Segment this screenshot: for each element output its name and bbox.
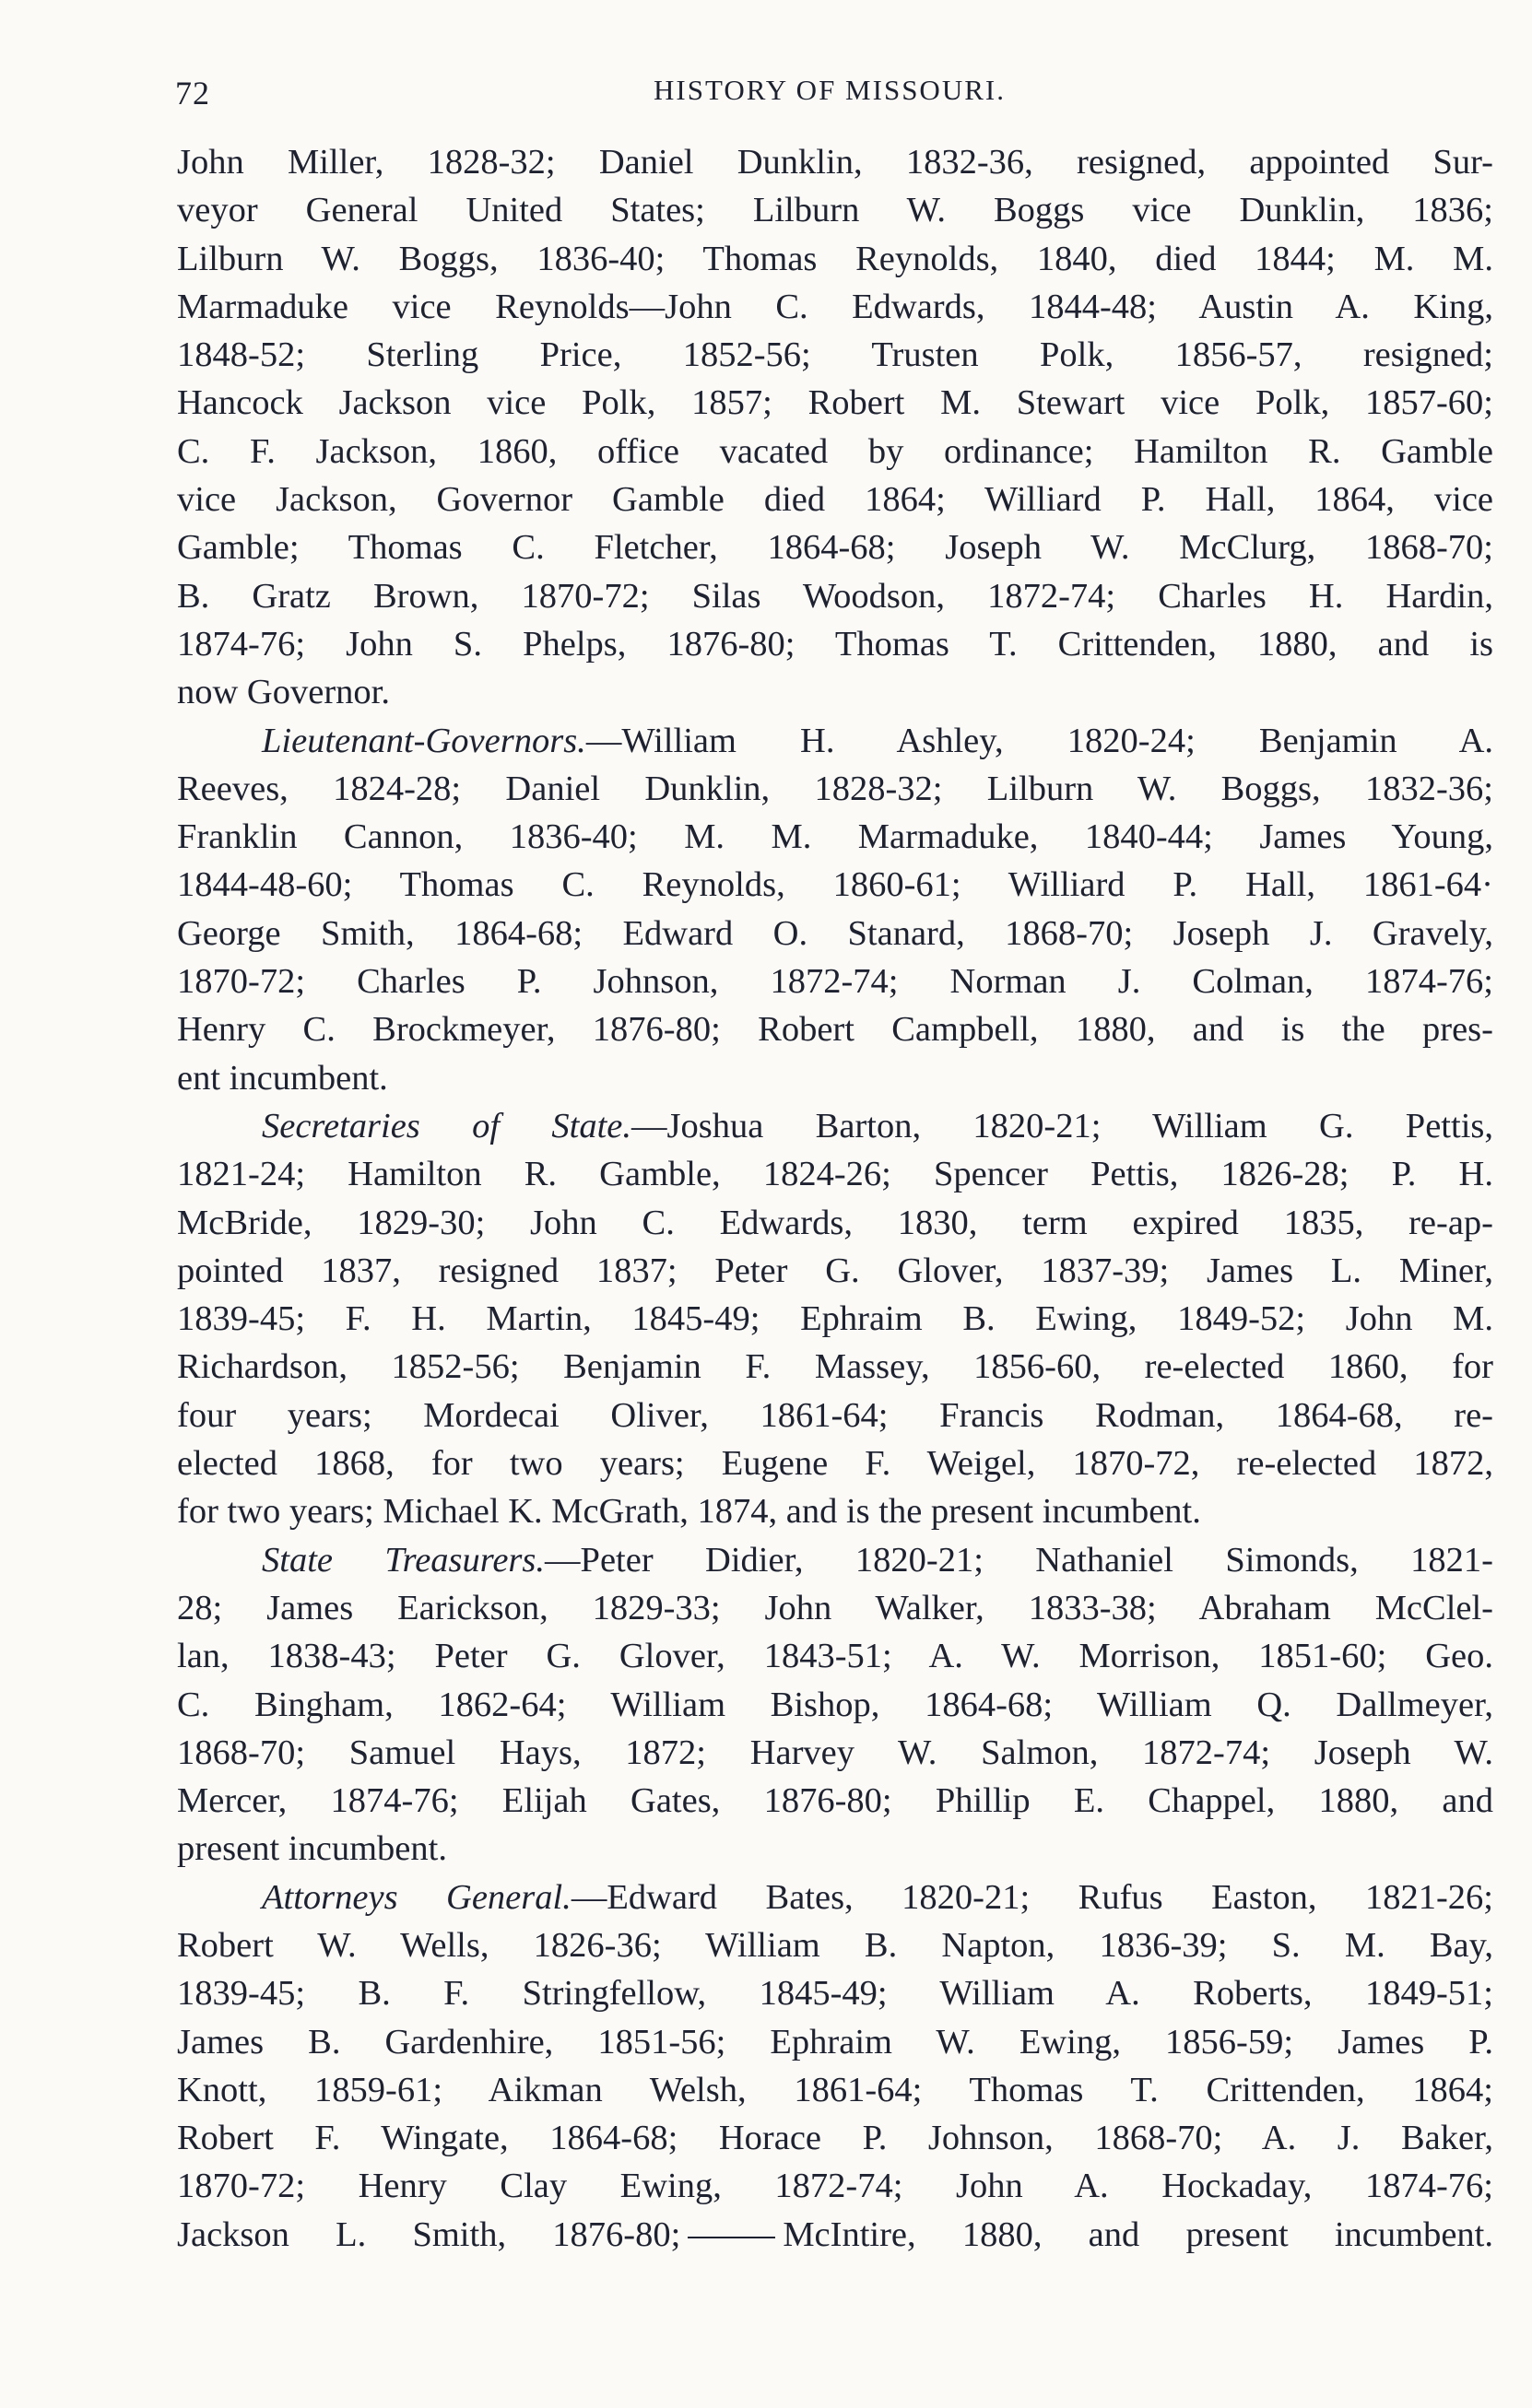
text-run: —Peter Didier, 1820-21; Nathaniel Simonds, 1821-: [545, 1540, 1493, 1580]
attorneys-general-paragraph: [177, 1874, 1493, 2259]
text-line: John Miller, 1828-32; Daniel Dunklin, 1832-36, resigned, appointed Sur-: [177, 143, 1493, 182]
text-line: lan, 1838-43; Peter G. Glover, 1843-51; A. W. Morrison, 1851-60; Geo.: [177, 1637, 1493, 1676]
text-line: 1870-72; Charles P. Johnson, 1872-74; Norman J. Colman, 1874-76;: [177, 962, 1493, 1002]
text-line: James B. Gardenhire, 1851-56; Ephraim W. Ewing, 1856-59; James P.: [177, 2022, 1493, 2061]
text-line: pointed 1837, resigned 1837; Peter G. Glover, 1837-39; James L. Miner,: [177, 1251, 1493, 1290]
paragraph-first-line: [177, 717, 1493, 765]
text-line: 1839-45; F. H. Martin, 1845-49; Ephraim B. Ewing, 1849-52; John M.: [177, 1299, 1493, 1339]
section-heading: Attorneys General.: [262, 1877, 572, 1917]
text-line: McBride, 1829-30; John C. Edwards, 1830, term expired 1835, re-ap-: [177, 1203, 1493, 1242]
paragraph-last-line: [177, 2211, 1493, 2259]
text-line: Marmaduke vice Reynolds—John C. Edwards, 1844-48; Austin A. King,: [177, 287, 1493, 326]
text-line: Henry C. Brockmeyer, 1876-80; Robert Campbell, 1880, and is the pres-: [177, 1010, 1493, 1050]
governors-paragraph: [177, 138, 1493, 717]
text-line: Richardson, 1852-56; Benjamin F. Massey, 1856-60, re-elected 1860, for: [177, 1347, 1493, 1387]
text-line: 1821-24; Hamilton R. Gamble, 1824-26; Spencer Pettis, 1826-28; P. H.: [177, 1155, 1493, 1194]
page-body: [177, 138, 1493, 2259]
text-line: elected 1868, for two years; Eugene F. Weigel, 1870-72, re-elected 1872,: [177, 1444, 1493, 1484]
text-line: Lilburn W. Boggs, 1836-40; Thomas Reynolds, 1840, died 1844; M. M.: [177, 239, 1493, 278]
text-line: for two years; Michael K. McGrath, 1874, and is the present incumbent.: [177, 1492, 1201, 1532]
page-number: 72: [175, 75, 210, 112]
text-line: Gamble; Thomas C. Fletcher, 1864-68; Joseph W. McClurg, 1868-70;: [177, 528, 1493, 568]
state-treasurers-paragraph: [177, 1536, 1493, 1874]
text-line: 1848-52; Sterling Price, 1852-56; Trusten Polk, 1856-57, resigned;: [177, 335, 1493, 375]
section-heading: Secretaries of State.: [262, 1106, 632, 1145]
text-line: B. Gratz Brown, 1870-72; Silas Woodson, 1872-74; Charles H. Hardin,: [177, 576, 1493, 616]
text-line: Robert W. Wells, 1826-36; William B. Napton, 1836-39; S. M. Bay,: [177, 1925, 1493, 1965]
text-line: Reeves, 1824-28; Daniel Dunklin, 1828-32; Lilburn W. Boggs, 1832-36;: [177, 769, 1493, 808]
text-run: Jackson L. Smith, 1876-80;: [177, 2214, 681, 2254]
section-heading: Lieutenant-Governors.: [262, 721, 586, 760]
text-line: veyor General United States; Lilburn W. Boggs vice Dunklin, 1836;: [177, 191, 1493, 230]
text-line: four years; Mordecai Oliver, 1861-64; Francis Rodman, 1864-68, re-: [177, 1395, 1493, 1435]
text-line: Robert F. Wingate, 1864-68; Horace P. Johnson, 1868-70; A. J. Baker,: [177, 2119, 1493, 2158]
secretaries-of-state-paragraph: [177, 1102, 1493, 1536]
text-line: 1868-70; Samuel Hays, 1872; Harvey W. Salmon, 1872-74; Joseph W.: [177, 1733, 1493, 1772]
text-line: vice Jackson, Governor Gamble died 1864; Williard P. Hall, 1864, vice: [177, 480, 1493, 520]
text-line: now Governor.: [177, 673, 390, 712]
running-head: HISTORY OF MISSOURI.: [654, 74, 1006, 106]
blank-name-rule: [688, 2237, 775, 2238]
text-line: Franklin Cannon, 1836-40; M. M. Marmaduke, 1840-44; James Young,: [177, 817, 1493, 857]
text-line: 1839-45; B. F. Stringfellow, 1845-49; William A. Roberts, 1849-51;: [177, 1974, 1493, 2014]
page-header: [175, 74, 1484, 120]
text-line: 1874-76; John S. Phelps, 1876-80; Thomas T. Crittenden, 1880, and is: [177, 624, 1493, 664]
text-line: Hancock Jackson vice Polk, 1857; Robert M. Stewart vice Polk, 1857-60;: [177, 383, 1493, 423]
text-run: McIntire, 1880, and present incumbent.: [783, 2214, 1493, 2254]
section-heading: State Treasurers.: [262, 1540, 546, 1580]
paragraph-first-line: [177, 1874, 1493, 1921]
text-line: C. Bingham, 1862-64; William Bishop, 1864-68; William Q. Dallmeyer,: [177, 1685, 1493, 1724]
text-line: 28; James Earickson, 1829-33; John Walker, 1833-38; Abraham McClel-: [177, 1588, 1493, 1627]
text-line: 1844-48-60; Thomas C. Reynolds, 1860-61; Williard P. Hall, 1861-64·: [177, 865, 1493, 905]
text-run: —Edward Bates, 1820-21; Rufus Easton, 1821-26;: [571, 1877, 1493, 1917]
text-line: C. F. Jackson, 1860, office vacated by ordinance; Hamilton R. Gamble: [177, 431, 1493, 471]
paragraph-first-line: [177, 1102, 1493, 1150]
text-line: Knott, 1859-61; Aikman Welsh, 1861-64; Thomas T. Crittenden, 1864;: [177, 2070, 1493, 2109]
text-line: ent incumbent.: [177, 1058, 388, 1098]
text-line: present incumbent.: [177, 1829, 447, 1869]
text-line: Mercer, 1874-76; Elijah Gates, 1876-80; Phillip E. Chappel, 1880, and: [177, 1781, 1493, 1821]
text-run: —William H. Ashley, 1820-24; Benjamin A.: [585, 721, 1493, 760]
lieutenant-governors-paragraph: [177, 717, 1493, 1102]
text-line: George Smith, 1864-68; Edward O. Stanard, 1868-70; Joseph J. Gravely,: [177, 913, 1493, 953]
text-line: 1870-72; Henry Clay Ewing, 1872-74; John A. Hockaday, 1874-76;: [177, 2167, 1493, 2206]
text-run: —Joshua Barton, 1820-21; William G. Pettis,: [631, 1106, 1494, 1145]
paragraph-first-line: [177, 1536, 1493, 1584]
